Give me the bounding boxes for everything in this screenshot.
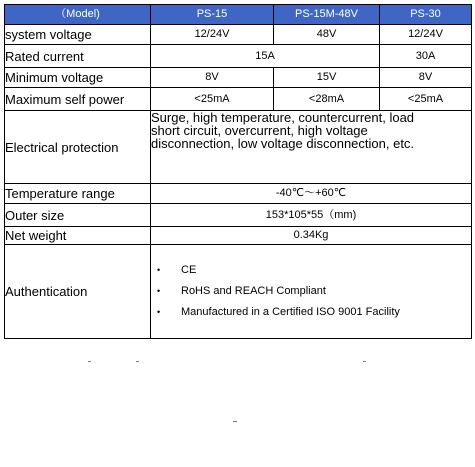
row-temperature-range — [5, 184, 472, 204]
net-weight-value: 0.34Kg — [151, 227, 472, 245]
header-model: （Model) — [5, 5, 151, 25]
authentication-item — [157, 260, 471, 281]
outer-size-value: 153*105*55（mm) — [151, 204, 472, 227]
maximum-self-power-ps-15: <25mA — [151, 88, 274, 111]
authentication-item — [157, 281, 471, 302]
maximum-self-power-label: Maximum self power — [5, 88, 151, 111]
authentication-item-text: RoHS and REACH Compliant — [181, 285, 326, 297]
row-outer-size — [5, 204, 472, 227]
rated-current-ps-30: 30A — [380, 45, 472, 68]
minimum-voltage-label: Minimum voltage — [5, 68, 151, 88]
row-maximum-self-power — [5, 88, 472, 111]
bullet-icon: • — [157, 265, 161, 275]
system-voltage-label: system voltage — [5, 25, 151, 45]
electrical-protection-line: disconnection, low voltage disconnection, etc. — [151, 136, 415, 151]
row-authentication — [5, 245, 472, 339]
authentication-value — [151, 245, 472, 339]
authentication-label: Authentication — [5, 245, 151, 339]
maximum-self-power-ps-30: <25mA — [380, 88, 472, 111]
temperature-range-value: -40℃～+60℃ — [151, 184, 472, 204]
row-minimum-voltage — [5, 68, 472, 88]
electrical-protection-line: short circuit, overcurrent, high voltage — [151, 123, 368, 138]
header-ps-15: PS-15 — [151, 5, 274, 25]
row-net-weight — [5, 227, 472, 245]
minimum-voltage-ps-15m-48v: 15V — [274, 68, 380, 88]
authentication-list — [151, 260, 471, 323]
net-weight-label: Net weight — [5, 227, 151, 245]
system-voltage-ps-30: 12/24V — [380, 25, 472, 45]
system-voltage-ps-15: 12/24V — [151, 25, 274, 45]
outer-size-label: Outer size — [5, 204, 151, 227]
electrical-protection-value — [151, 111, 472, 184]
row-rated-current — [5, 45, 472, 68]
scan-artifact — [363, 361, 366, 362]
header-row — [5, 5, 472, 25]
scan-artifact — [88, 361, 91, 362]
header-ps-15m-48v: PS-15M-48V — [274, 5, 380, 25]
authentication-item-text: Manufactured in a Certified ISO 9001 Facility — [181, 306, 400, 318]
authentication-item — [157, 302, 471, 323]
minimum-voltage-ps-15: 8V — [151, 68, 274, 88]
maximum-self-power-ps-15m-48v: <28mA — [274, 88, 380, 111]
bullet-icon: • — [157, 307, 161, 317]
authentication-item-text: CE — [181, 264, 197, 276]
minimum-voltage-ps-30: 8V — [380, 68, 472, 88]
rated-current-label: Rated current — [5, 45, 151, 68]
row-electrical-protection — [5, 111, 472, 184]
bullet-icon: • — [157, 286, 161, 296]
rated-current-ps-15-ps-15m: 15A — [151, 45, 380, 68]
spec-table — [4, 4, 472, 339]
electrical-protection-line: Surge, high temperature, countercurrent, load — [151, 110, 415, 125]
temperature-range-label: Temperature range — [5, 184, 151, 204]
scan-artifact — [233, 421, 237, 422]
electrical-protection-label: Electrical protection — [5, 111, 151, 184]
scan-artifact — [136, 361, 139, 362]
row-system-voltage — [5, 25, 472, 45]
header-ps-30: PS-30 — [380, 5, 472, 25]
system-voltage-ps-15m-48v: 48V — [274, 25, 380, 45]
